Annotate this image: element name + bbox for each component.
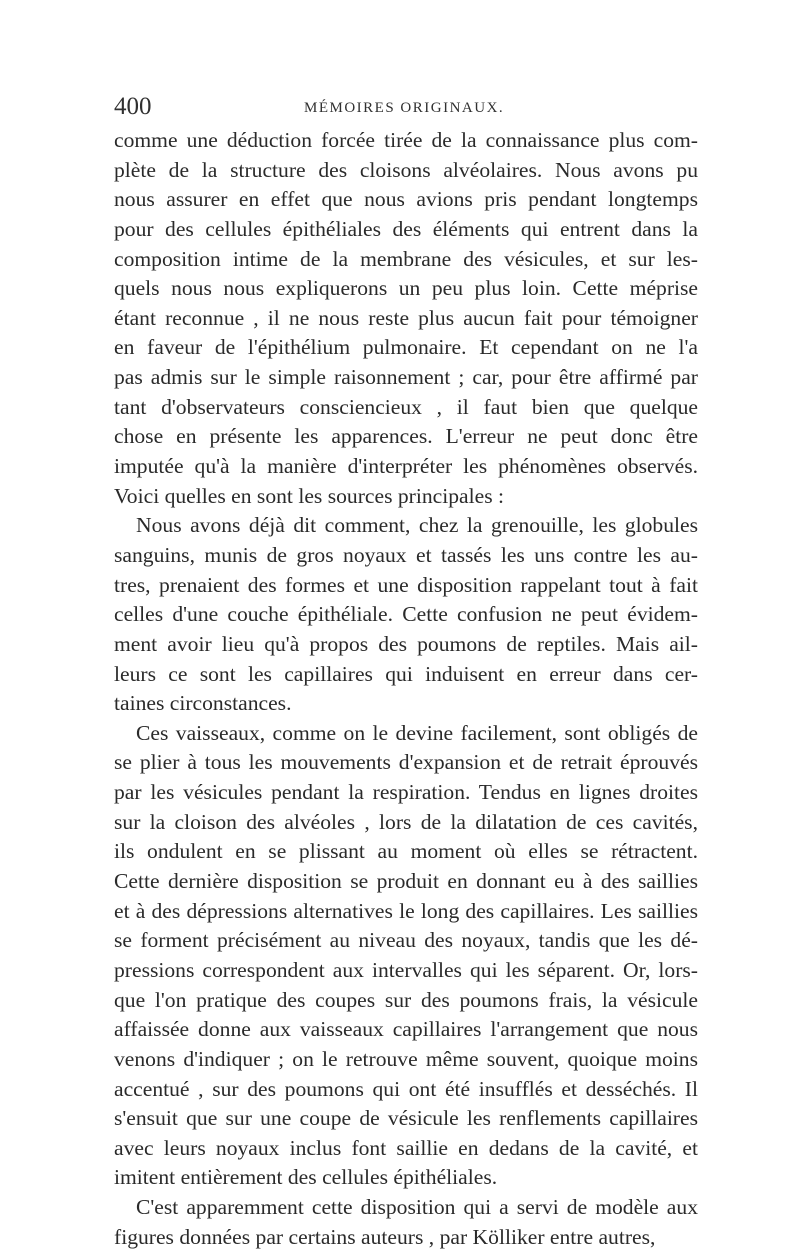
running-head: MÉMOIRES ORIGINAUX. (304, 100, 505, 116)
paragraph (114, 719, 698, 1193)
text-line: comme une déduction forcée tirée de la connaissance plus com- (114, 128, 698, 152)
paragraph (114, 126, 698, 511)
text-line: affaissée donne aux vaisseaux capillaires l'arrangement que nous (114, 1017, 698, 1042)
text-line: que l'on pratique des coupes sur des poumons frais, la vésicule (114, 987, 698, 1012)
text-line: et à des dépressions alternatives le long des capillaires. Les saillies (114, 898, 698, 923)
text-line: taines circonstances. (114, 691, 292, 716)
text-line: accentué , sur des poumons qui ont été insufflés et desséchés. Il (114, 1076, 698, 1101)
text-line: nous assurer en effet que nous avions pris pendant longtemps (114, 187, 698, 212)
text-line: Cette dernière disposition se produit en donnant eu à des saillies (114, 869, 698, 894)
text-line: étant reconnue , il ne nous reste plus aucun fait pour témoigner (114, 305, 698, 330)
text-line: plète de la structure des cloisons alvéolaires. Nous avons pu (114, 157, 698, 182)
text-line: imitent entièrement des cellules épithéliales. (114, 1165, 498, 1190)
text-line: Nous avons déjà dit comment, chez la grenouille, les globules (136, 513, 698, 538)
body-text (114, 126, 698, 1252)
text-line: se plier à tous les mouvements d'expansion et de retrait éprouvés (114, 750, 698, 775)
text-line: C'est apparemment cette disposition qui a servi de modèle aux (136, 1195, 698, 1220)
text-line: tant d'observateurs consciencieux , il faut bien que quelque (114, 394, 698, 419)
text-line: s'ensuit que sur une coupe de vésicule les renflements capillaires (114, 1106, 698, 1131)
text-line: Ces vaisseaux, comme on le devine facilement, sont obligés de (136, 720, 698, 745)
page-header (114, 92, 698, 122)
text-line: sanguins, munis de gros noyaux et tassés les uns contre les au- (114, 542, 698, 567)
text-line: figures données par certains auteurs , par Kölliker entre autres, (114, 1224, 656, 1249)
text-line: tres, prenaient des formes et une disposition rappelant tout à fait (114, 572, 698, 597)
text-line: leurs ce sont les capillaires qui induisent en erreur dans cer- (114, 661, 698, 686)
text-line: pas admis sur le simple raisonnement ; car, pour être affirmé par (114, 365, 698, 390)
text-line: Voici quelles en sont les sources principales : (114, 483, 505, 508)
page-number: 400 (114, 93, 152, 120)
text-line: pressions correspondent aux intervalles qui les séparent. Or, lors- (114, 957, 698, 982)
text-line: venons d'indiquer ; on le retrouve même souvent, quoique moins (114, 1046, 698, 1071)
text-line: pour des cellules épithéliales des éléments qui entrent dans la (114, 216, 698, 241)
paragraph (114, 511, 698, 718)
text-line: quels nous nous expliquerons un peu plus loin. Cette méprise (114, 276, 698, 301)
text-line: composition intime de la membrane des vésicules, et sur les- (114, 246, 698, 271)
text-line: par les vésicules pendant la respiration. Tendus en lignes droites (114, 780, 698, 805)
text-line: imputée qu'à la manière d'interpréter les phénomènes observés. (114, 454, 698, 479)
text-line: avec leurs noyaux inclus font saillie en dedans de la cavité, et (114, 1135, 698, 1160)
text-line: en faveur de l'épithélium pulmonaire. Et cependant on ne l'a (114, 335, 698, 360)
text-line: ils ondulent en se plissant au moment où elles se rétractent. (114, 839, 698, 864)
text-line: ment avoir lieu qu'à propos des poumons de reptiles. Mais ail- (114, 631, 698, 656)
text-line: chose en présente les apparences. L'erreur ne peut donc être (114, 424, 698, 449)
text-line: se forment précisément au niveau des noyaux, tandis que les dé- (114, 928, 698, 953)
text-line: celles d'une couche épithéliale. Cette confusion ne peut évidem- (114, 602, 698, 627)
paragraph (114, 1193, 698, 1252)
text-line: sur la cloison des alvéoles , lors de la dilatation de ces cavités, (114, 809, 698, 834)
